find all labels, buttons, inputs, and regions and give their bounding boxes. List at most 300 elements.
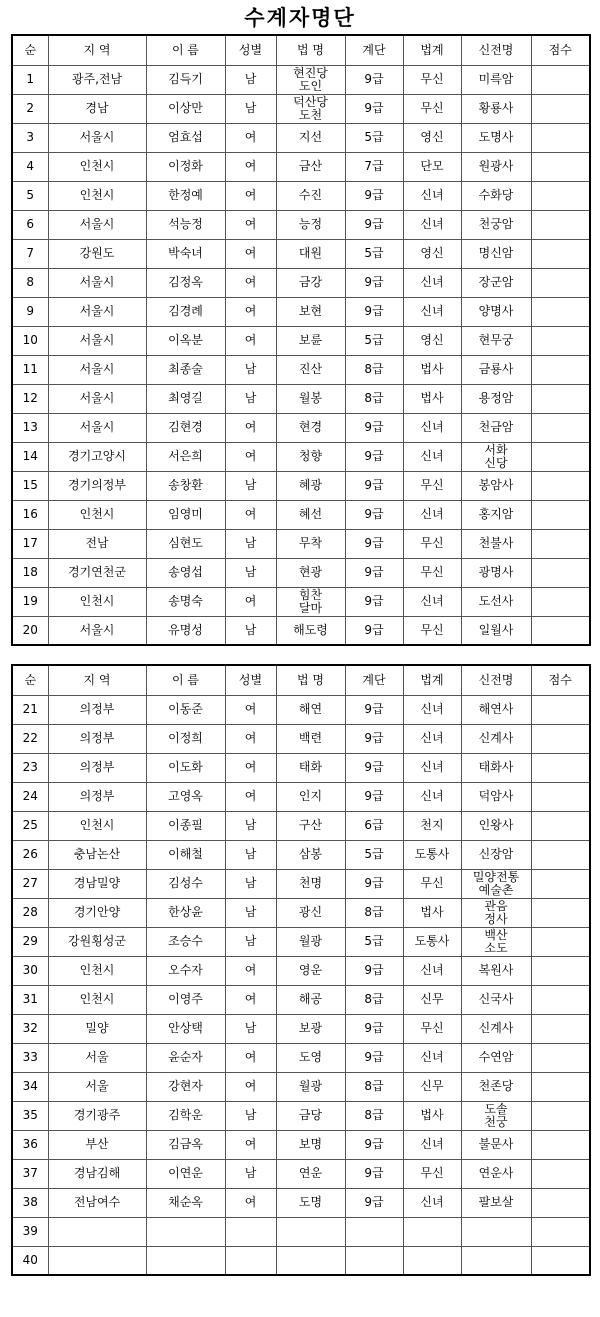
cell-name: 이해철 — [146, 840, 225, 869]
cell-temple — [461, 1246, 531, 1275]
cell-region: 서울시 — [48, 210, 146, 239]
cell-rank: 신녀 — [403, 695, 461, 724]
cell-name: 한상윤 — [146, 898, 225, 927]
cell-temple: 인왕사 — [461, 811, 531, 840]
cell-grade: 9급 — [345, 1014, 403, 1043]
table-row — [12, 529, 590, 558]
cell-score — [531, 1159, 590, 1188]
cell-score — [531, 616, 590, 645]
cell-temple: 해연사 — [461, 695, 531, 724]
cell-region: 경기고양시 — [48, 442, 146, 471]
cell-name: 이옥분 — [146, 326, 225, 355]
cell-gender: 남 — [225, 65, 276, 94]
table-row — [12, 782, 590, 811]
cell-grade: 9급 — [345, 695, 403, 724]
table-header-row — [12, 35, 590, 65]
cell-grade: 5급 — [345, 927, 403, 956]
table-row — [12, 985, 590, 1014]
header-rank: 법계 — [403, 665, 461, 695]
cell-region: 인천시 — [48, 985, 146, 1014]
cell-rank: 무신 — [403, 529, 461, 558]
roster-table-1 — [11, 34, 591, 646]
cell-dharma-name: 대원 — [276, 239, 345, 268]
cell-temple: 홍지암 — [461, 500, 531, 529]
cell-region: 경기안양 — [48, 898, 146, 927]
cell-dharma-name: 월봉 — [276, 384, 345, 413]
cell-no: 20 — [12, 616, 48, 645]
cell-score — [531, 753, 590, 782]
cell-grade: 9급 — [345, 753, 403, 782]
cell-temple: 천불사 — [461, 529, 531, 558]
cell-no: 33 — [12, 1043, 48, 1072]
cell-temple: 천존당 — [461, 1072, 531, 1101]
cell-no: 21 — [12, 695, 48, 724]
cell-temple: 도명사 — [461, 123, 531, 152]
cell-name: 임영미 — [146, 500, 225, 529]
header-temple: 신전명 — [461, 35, 531, 65]
cell-gender — [225, 1246, 276, 1275]
cell-no: 32 — [12, 1014, 48, 1043]
cell-rank: 법사 — [403, 355, 461, 384]
cell-no: 14 — [12, 442, 48, 471]
cell-rank: 무신 — [403, 616, 461, 645]
cell-rank: 무신 — [403, 471, 461, 500]
cell-score — [531, 297, 590, 326]
cell-temple: 수화당 — [461, 181, 531, 210]
header-name: 이 름 — [146, 665, 225, 695]
cell-rank: 도통사 — [403, 840, 461, 869]
cell-region: 충남논산 — [48, 840, 146, 869]
cell-temple: 신국사 — [461, 985, 531, 1014]
cell-region: 경기연천군 — [48, 558, 146, 587]
cell-score — [531, 1130, 590, 1159]
header-gender: 성별 — [225, 35, 276, 65]
cell-score — [531, 956, 590, 985]
cell-rank: 신무 — [403, 1072, 461, 1101]
cell-region: 인천시 — [48, 956, 146, 985]
cell-region: 광주,전남 — [48, 65, 146, 94]
cell-dharma-name — [276, 1217, 345, 1246]
cell-no: 29 — [12, 927, 48, 956]
cell-gender: 남 — [225, 840, 276, 869]
cell-gender: 남 — [225, 869, 276, 898]
table-row — [12, 210, 590, 239]
cell-score — [531, 1101, 590, 1130]
cell-score — [531, 413, 590, 442]
cell-gender: 여 — [225, 239, 276, 268]
table-row — [12, 616, 590, 645]
cell-rank: 무신 — [403, 1159, 461, 1188]
cell-no: 12 — [12, 384, 48, 413]
cell-name: 이정화 — [146, 152, 225, 181]
cell-name — [146, 1217, 225, 1246]
cell-no: 4 — [12, 152, 48, 181]
cell-score — [531, 898, 590, 927]
cell-gender: 남 — [225, 355, 276, 384]
cell-region: 경기광주 — [48, 1101, 146, 1130]
cell-dharma-name: 진산 — [276, 355, 345, 384]
cell-no: 13 — [12, 413, 48, 442]
cell-rank: 무신 — [403, 869, 461, 898]
cell-gender: 여 — [225, 500, 276, 529]
cell-region: 서울시 — [48, 123, 146, 152]
cell-dharma-name: 백련 — [276, 724, 345, 753]
cell-name: 김득기 — [146, 65, 225, 94]
table-row — [12, 1246, 590, 1275]
cell-temple: 복원사 — [461, 956, 531, 985]
cell-rank: 천지 — [403, 811, 461, 840]
cell-region: 서울시 — [48, 297, 146, 326]
table-row — [12, 840, 590, 869]
table-row — [12, 326, 590, 355]
header-rank: 법계 — [403, 35, 461, 65]
cell-name: 이영주 — [146, 985, 225, 1014]
cell-temple — [461, 1217, 531, 1246]
cell-name: 최영길 — [146, 384, 225, 413]
cell-gender: 여 — [225, 1072, 276, 1101]
cell-score — [531, 587, 590, 616]
cell-region: 의정부 — [48, 724, 146, 753]
cell-grade: 5급 — [345, 326, 403, 355]
cell-region: 경남김해 — [48, 1159, 146, 1188]
cell-rank: 신녀 — [403, 782, 461, 811]
table-row — [12, 152, 590, 181]
cell-temple: 명신암 — [461, 239, 531, 268]
cell-rank: 영신 — [403, 326, 461, 355]
cell-rank — [403, 1246, 461, 1275]
cell-dharma-name: 수진 — [276, 181, 345, 210]
cell-name: 최종술 — [146, 355, 225, 384]
cell-name: 조승수 — [146, 927, 225, 956]
cell-name: 이도화 — [146, 753, 225, 782]
cell-dharma-name: 해연 — [276, 695, 345, 724]
cell-score — [531, 724, 590, 753]
cell-score — [531, 123, 590, 152]
cell-rank: 신녀 — [403, 413, 461, 442]
cell-no: 37 — [12, 1159, 48, 1188]
cell-temple: 도솔 천궁 — [461, 1101, 531, 1130]
cell-grade: 8급 — [345, 384, 403, 413]
cell-score — [531, 65, 590, 94]
table-row — [12, 181, 590, 210]
header-gender: 성별 — [225, 665, 276, 695]
cell-score — [531, 1217, 590, 1246]
cell-name: 이동준 — [146, 695, 225, 724]
cell-grade: 9급 — [345, 471, 403, 500]
cell-rank: 신녀 — [403, 956, 461, 985]
cell-dharma-name: 도명 — [276, 1188, 345, 1217]
cell-name: 이종필 — [146, 811, 225, 840]
cell-gender: 여 — [225, 152, 276, 181]
cell-name: 윤순자 — [146, 1043, 225, 1072]
cell-score — [531, 811, 590, 840]
table-row — [12, 442, 590, 471]
cell-rank: 무신 — [403, 65, 461, 94]
cell-rank: 무신 — [403, 1014, 461, 1043]
cell-rank: 신녀 — [403, 753, 461, 782]
cell-gender: 여 — [225, 268, 276, 297]
cell-gender: 여 — [225, 181, 276, 210]
cell-score — [531, 152, 590, 181]
cell-name: 안상택 — [146, 1014, 225, 1043]
header-score: 점수 — [531, 35, 590, 65]
cell-gender: 여 — [225, 123, 276, 152]
cell-region: 인천시 — [48, 152, 146, 181]
cell-score — [531, 985, 590, 1014]
cell-dharma-name — [276, 1246, 345, 1275]
cell-no: 15 — [12, 471, 48, 500]
cell-gender: 남 — [225, 558, 276, 587]
cell-grade — [345, 1217, 403, 1246]
cell-score — [531, 94, 590, 123]
cell-score — [531, 1014, 590, 1043]
cell-grade: 9급 — [345, 297, 403, 326]
cell-no: 36 — [12, 1130, 48, 1159]
cell-grade: 9급 — [345, 529, 403, 558]
cell-temple: 연운사 — [461, 1159, 531, 1188]
cell-dharma-name: 청향 — [276, 442, 345, 471]
table-row — [12, 753, 590, 782]
table-row — [12, 297, 590, 326]
cell-temple: 현무궁 — [461, 326, 531, 355]
cell-score — [531, 1188, 590, 1217]
cell-no: 6 — [12, 210, 48, 239]
cell-grade: 9급 — [345, 210, 403, 239]
cell-gender: 여 — [225, 1043, 276, 1072]
table-row — [12, 1014, 590, 1043]
cell-no: 35 — [12, 1101, 48, 1130]
table-row — [12, 471, 590, 500]
cell-dharma-name: 혜광 — [276, 471, 345, 500]
cell-region: 의정부 — [48, 782, 146, 811]
cell-rank: 신무 — [403, 985, 461, 1014]
cell-gender: 여 — [225, 413, 276, 442]
cell-name: 이상만 — [146, 94, 225, 123]
cell-temple: 봉암사 — [461, 471, 531, 500]
cell-grade: 9급 — [345, 442, 403, 471]
cell-dharma-name: 무착 — [276, 529, 345, 558]
cell-dharma-name: 덕산당 도천 — [276, 94, 345, 123]
cell-score — [531, 355, 590, 384]
cell-grade: 5급 — [345, 123, 403, 152]
cell-grade: 8급 — [345, 1072, 403, 1101]
cell-name: 심현도 — [146, 529, 225, 558]
cell-score — [531, 869, 590, 898]
cell-dharma-name: 지선 — [276, 123, 345, 152]
cell-rank: 무신 — [403, 558, 461, 587]
cell-grade — [345, 1246, 403, 1275]
table-row — [12, 869, 590, 898]
header-name: 이 름 — [146, 35, 225, 65]
cell-dharma-name: 월광 — [276, 1072, 345, 1101]
table-row — [12, 1072, 590, 1101]
cell-region: 서울시 — [48, 355, 146, 384]
cell-score — [531, 695, 590, 724]
cell-grade: 9급 — [345, 1043, 403, 1072]
cell-gender: 여 — [225, 297, 276, 326]
cell-no: 10 — [12, 326, 48, 355]
cell-dharma-name: 능정 — [276, 210, 345, 239]
cell-name: 오수자 — [146, 956, 225, 985]
table-row — [12, 500, 590, 529]
cell-no: 2 — [12, 94, 48, 123]
cell-name: 석능정 — [146, 210, 225, 239]
cell-region: 인천시 — [48, 181, 146, 210]
table-row — [12, 239, 590, 268]
cell-grade: 9급 — [345, 956, 403, 985]
cell-name: 엄효섭 — [146, 123, 225, 152]
cell-dharma-name: 보광 — [276, 1014, 345, 1043]
cell-region: 전남여수 — [48, 1188, 146, 1217]
cell-grade: 9급 — [345, 1188, 403, 1217]
cell-region: 서울시 — [48, 326, 146, 355]
cell-no: 24 — [12, 782, 48, 811]
cell-grade: 5급 — [345, 239, 403, 268]
table-header-row — [12, 665, 590, 695]
cell-gender: 남 — [225, 898, 276, 927]
cell-region: 인천시 — [48, 500, 146, 529]
cell-temple: 수연암 — [461, 1043, 531, 1072]
cell-dharma-name: 도영 — [276, 1043, 345, 1072]
cell-rank: 신녀 — [403, 268, 461, 297]
cell-dharma-name: 월광 — [276, 927, 345, 956]
cell-dharma-name: 인지 — [276, 782, 345, 811]
cell-gender: 남 — [225, 471, 276, 500]
cell-grade: 9급 — [345, 65, 403, 94]
cell-gender: 여 — [225, 956, 276, 985]
cell-no: 3 — [12, 123, 48, 152]
cell-name: 이연운 — [146, 1159, 225, 1188]
cell-no: 40 — [12, 1246, 48, 1275]
cell-no: 23 — [12, 753, 48, 782]
cell-temple: 불문사 — [461, 1130, 531, 1159]
cell-rank: 신녀 — [403, 1130, 461, 1159]
cell-no: 31 — [12, 985, 48, 1014]
cell-name: 유명성 — [146, 616, 225, 645]
table-row — [12, 1130, 590, 1159]
cell-region — [48, 1217, 146, 1246]
table-row — [12, 65, 590, 94]
document-title: 수계자명단 — [244, 6, 356, 30]
cell-grade: 9급 — [345, 413, 403, 442]
cell-dharma-name: 태화 — [276, 753, 345, 782]
table-row — [12, 94, 590, 123]
cell-no: 22 — [12, 724, 48, 753]
cell-dharma-name: 광신 — [276, 898, 345, 927]
cell-region: 서울시 — [48, 616, 146, 645]
cell-region: 경남밀양 — [48, 869, 146, 898]
cell-no: 5 — [12, 181, 48, 210]
cell-dharma-name: 구산 — [276, 811, 345, 840]
cell-gender: 여 — [225, 695, 276, 724]
cell-rank: 법사 — [403, 384, 461, 413]
cell-dharma-name: 해도령 — [276, 616, 345, 645]
cell-gender: 여 — [225, 724, 276, 753]
cell-name: 한정예 — [146, 181, 225, 210]
cell-no: 16 — [12, 500, 48, 529]
cell-dharma-name: 금당 — [276, 1101, 345, 1130]
cell-score — [531, 782, 590, 811]
cell-rank: 신녀 — [403, 587, 461, 616]
cell-temple: 천궁암 — [461, 210, 531, 239]
cell-name: 강현자 — [146, 1072, 225, 1101]
cell-region — [48, 1246, 146, 1275]
cell-gender: 남 — [225, 1101, 276, 1130]
cell-score — [531, 529, 590, 558]
cell-temple: 밀양전통 예술촌 — [461, 869, 531, 898]
cell-gender: 여 — [225, 753, 276, 782]
cell-dharma-name: 보명 — [276, 1130, 345, 1159]
cell-region: 경기의정부 — [48, 471, 146, 500]
cell-gender: 남 — [225, 94, 276, 123]
cell-no: 9 — [12, 297, 48, 326]
cell-grade: 9급 — [345, 869, 403, 898]
header-grade: 계단 — [345, 35, 403, 65]
table-row — [12, 123, 590, 152]
cell-score — [531, 1072, 590, 1101]
cell-region: 부산 — [48, 1130, 146, 1159]
cell-temple: 백산 소도 — [461, 927, 531, 956]
cell-dharma-name: 보현 — [276, 297, 345, 326]
cell-score — [531, 210, 590, 239]
cell-gender: 남 — [225, 927, 276, 956]
cell-region: 전남 — [48, 529, 146, 558]
table-row — [12, 384, 590, 413]
cell-name: 박숙녀 — [146, 239, 225, 268]
cell-region: 인천시 — [48, 587, 146, 616]
cell-no: 18 — [12, 558, 48, 587]
cell-region: 경남 — [48, 94, 146, 123]
cell-name: 송명숙 — [146, 587, 225, 616]
cell-rank: 신녀 — [403, 297, 461, 326]
cell-region: 서울시 — [48, 384, 146, 413]
cell-dharma-name: 천명 — [276, 869, 345, 898]
header-temple: 신전명 — [461, 665, 531, 695]
cell-gender: 남 — [225, 384, 276, 413]
cell-no: 30 — [12, 956, 48, 985]
cell-grade: 5급 — [345, 840, 403, 869]
cell-temple: 양명사 — [461, 297, 531, 326]
cell-no: 28 — [12, 898, 48, 927]
cell-dharma-name: 현경 — [276, 413, 345, 442]
cell-dharma-name: 해공 — [276, 985, 345, 1014]
cell-no: 34 — [12, 1072, 48, 1101]
cell-dharma-name: 영운 — [276, 956, 345, 985]
cell-name — [146, 1246, 225, 1275]
cell-dharma-name: 힘찬 달마 — [276, 587, 345, 616]
cell-no: 27 — [12, 869, 48, 898]
cell-temple: 팔보살 — [461, 1188, 531, 1217]
cell-no: 25 — [12, 811, 48, 840]
cell-gender: 여 — [225, 210, 276, 239]
cell-region: 서울 — [48, 1072, 146, 1101]
cell-score — [531, 500, 590, 529]
cell-rank: 신녀 — [403, 442, 461, 471]
cell-temple: 신장암 — [461, 840, 531, 869]
table-row — [12, 1217, 590, 1246]
header-no: 순 — [12, 35, 48, 65]
cell-region: 의정부 — [48, 753, 146, 782]
cell-score — [531, 181, 590, 210]
cell-score — [531, 326, 590, 355]
cell-dharma-name: 연운 — [276, 1159, 345, 1188]
table-row — [12, 927, 590, 956]
cell-rank: 영신 — [403, 239, 461, 268]
cell-grade: 9급 — [345, 782, 403, 811]
header-grade: 계단 — [345, 665, 403, 695]
cell-no: 7 — [12, 239, 48, 268]
cell-gender: 남 — [225, 616, 276, 645]
